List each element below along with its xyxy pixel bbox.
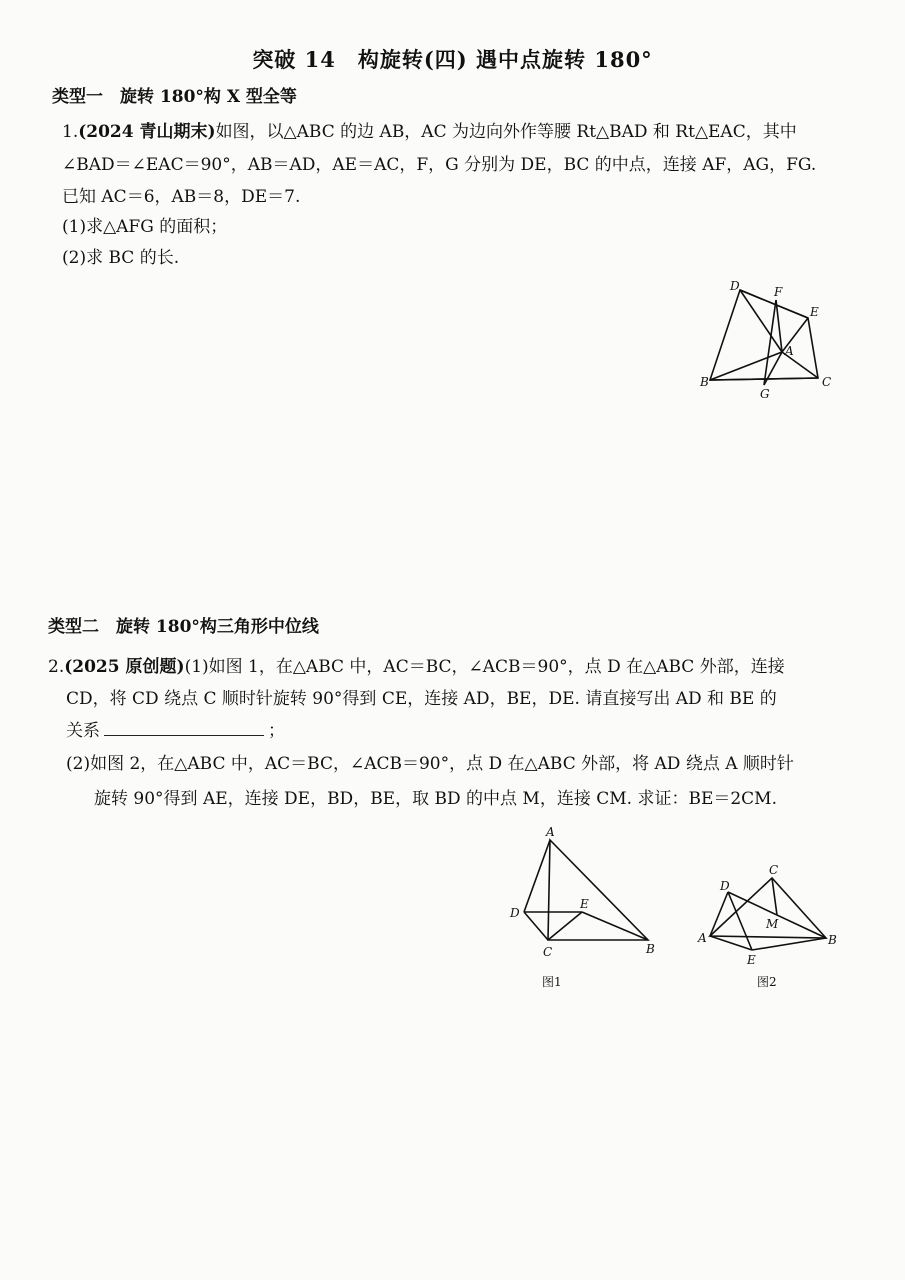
label-d: D [730, 279, 740, 293]
question-2-line-1 [48, 652, 785, 677]
answer-blank[interactable] [104, 721, 264, 736]
fig2-label-m: M [766, 917, 779, 931]
question-1-line-2: ∠BAD＝∠EAC＝90°，AB＝AD，AE＝AC，F，G 分别为 DE，BC 的中点，连接 AF，AG，FG. [62, 155, 817, 175]
question-source: (2024 青山期末) [78, 122, 216, 142]
fig1-label-d: D [510, 906, 520, 920]
segment-ba [710, 352, 782, 380]
page-title: 突破 14 构旋转(四) 遇中点旋转 180° [252, 47, 653, 72]
label-b: B [700, 375, 709, 389]
segment-ce [548, 912, 582, 940]
question-1-part-1: (1)求△AFG 的面积； [62, 217, 228, 237]
fig2-label-e: E [747, 953, 756, 967]
question-2-part-2-line-1: (2)如图 2，在△ABC 中，AC＝BC，∠ACB＝90°，点 D 在△ABC 外部，将 AD 绕点 A 顺时针 [66, 754, 794, 774]
fig2-label-a: A [698, 931, 707, 945]
label-g: G [760, 387, 770, 401]
question-1-figure [690, 275, 850, 410]
fig1-label-c: C [543, 945, 553, 959]
answer-end: ； [268, 721, 285, 741]
segment-eb [752, 938, 826, 950]
segment-eb [582, 912, 648, 940]
question-2-figure-1 [505, 822, 665, 994]
question-2-line-3 [66, 716, 285, 741]
question-2-figure-2 [695, 858, 845, 994]
triangle-abc [548, 840, 648, 940]
segment-ad [710, 892, 728, 936]
fig2-label-c: C [769, 863, 779, 877]
fig1-label-e: E [580, 897, 589, 911]
fig1-caption: 图1 [542, 975, 562, 989]
segment-fg [764, 300, 776, 385]
label-c: C [822, 375, 832, 389]
question-1-line-3: 已知 AC＝6，AB＝8，DE＝7. [62, 187, 301, 207]
fig1-label-b: B [646, 942, 655, 956]
label-f: F [774, 285, 783, 299]
question-number: 2. [48, 657, 65, 677]
fig2-caption: 图2 [757, 975, 777, 989]
section-heading-type1: 类型一 旋转 180°构 X 型全等 [52, 87, 297, 107]
segment-ae [710, 936, 752, 950]
question-1-line-1 [62, 117, 797, 142]
label-e: E [810, 305, 819, 319]
question-2-part-2-line-2: 旋转 90°得到 AE，连接 DE，BD，BE，取 BD 的中点 M，连接 CM. 求证：BE＝2CM. [94, 789, 777, 809]
question-text: 如图，以△ABC 的边 AB，AC 为边向外作等腰 Rt△BAD 和 Rt△EAC，其中 [215, 122, 797, 142]
answer-prompt: 关系 [66, 721, 100, 741]
fig1-label-a: A [546, 825, 555, 839]
question-number: 1. [62, 122, 79, 142]
segment-dc [524, 912, 548, 940]
fig2-label-b: B [828, 933, 837, 947]
fig2-label-d: D [720, 879, 730, 893]
label-a: A [785, 344, 794, 358]
question-text: (1)如图 1，在△ABC 中，AC＝BC，∠ACB＝90°，点 D 在△ABC 外部，连接 [184, 657, 785, 677]
question-source: (2025 原创题) [64, 657, 185, 677]
section-heading-type2: 类型二 旋转 180°构三角形中位线 [48, 617, 319, 637]
segment-bc [710, 378, 818, 380]
question-1-part-2: (2)求 BC 的长. [62, 248, 180, 268]
question-2-line-2: CD，将 CD 绕点 C 顺时针旋转 90°得到 CE，连接 AD，BE，DE. 请直接写出 AD 和 BE 的 [66, 689, 777, 709]
segment-ad [524, 840, 550, 912]
